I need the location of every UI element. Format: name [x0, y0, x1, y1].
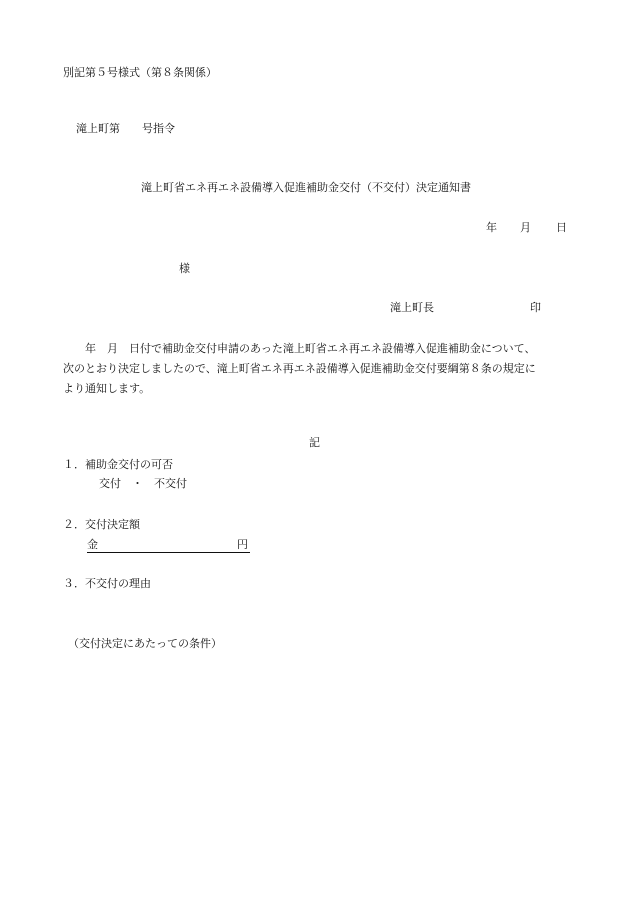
amount-prefix: 金 — [87, 538, 98, 551]
document-title: 滝上町省エネ再エネ設備導入促進補助金交付（不交付）決定通知書 — [141, 181, 471, 194]
item1-heading: １．補助金交付の可否 — [63, 458, 173, 471]
body-line: より通知します。 — [63, 382, 151, 395]
conditions-heading: （交付決定にあたっての条件） — [68, 637, 222, 650]
seal-mark: 印 — [530, 301, 541, 314]
body-line: 次のとおり決定しましたので、滝上町省エネ再エネ設備導入促進補助金交付要綱第８条の規定に — [63, 362, 536, 375]
date-year: 年 — [486, 221, 497, 234]
reference-number: 滝上町第 号指令 — [76, 122, 175, 135]
recipient-suffix: 様 — [179, 262, 190, 275]
ki-heading: 記 — [309, 436, 320, 449]
item1-options: 交付 ・ 不交付 — [99, 477, 187, 490]
date-day: 日 — [556, 221, 567, 234]
form-label: 別記第５号様式（第８条関係） — [63, 66, 217, 79]
amount-field — [87, 538, 250, 553]
amount-suffix: 円 — [237, 538, 248, 551]
date-month: 月 — [520, 221, 531, 234]
item3-heading: ３．不交付の理由 — [63, 577, 151, 590]
issuer: 滝上町長 — [390, 301, 434, 314]
body-paragraph — [63, 339, 575, 399]
item2-heading: ２．交付決定額 — [63, 518, 140, 531]
body-line: 年 月 日付で補助金交付申請のあった滝上町省エネ再エネ設備導入促進補助金について、 — [63, 342, 536, 355]
